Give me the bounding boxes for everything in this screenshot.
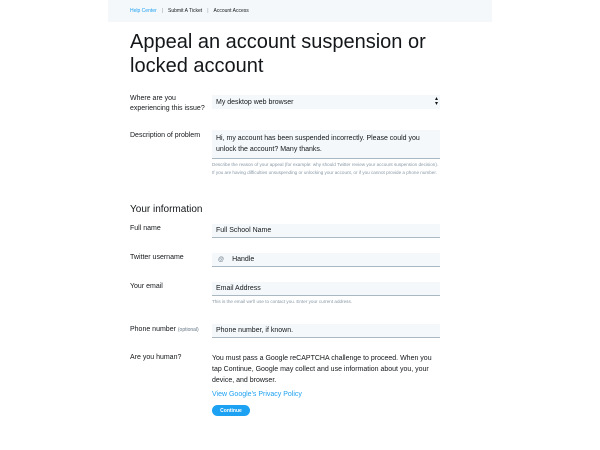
privacy-policy-link[interactable]: View Google's Privacy Policy: [212, 391, 302, 398]
captcha-notice: You must pass a Google reCAPTCHA challenge to proceed. When you tap Continue, Google may collect and use information about you, your device, and browser.: [212, 355, 432, 384]
phone-value: Phone number, if known.: [216, 327, 294, 334]
breadcrumb-separator: |: [207, 8, 209, 14]
phone-label: [130, 325, 215, 335]
email-input[interactable]: [212, 282, 440, 296]
continue-button[interactable]: Continue: [212, 405, 250, 416]
username-label: Twitter username: [130, 254, 184, 261]
where-label: Where are you experiencing this issue?: [130, 95, 205, 112]
email-label: Your email: [130, 283, 163, 290]
email-value: Email Address: [216, 285, 261, 292]
page-title: Appeal an account suspension or locked account: [130, 31, 426, 77]
phone-label-text: Phone number: [130, 326, 176, 333]
full-name-label: Full name: [130, 225, 161, 232]
platform-select[interactable]: [212, 95, 440, 109]
select-arrows-icon: ▴ ▾: [434, 96, 438, 107]
description-hint: Describe the reason of your appeal (for example: why should Twitter review your account suspension decision). If you are having difficulties unsuspending or unlocking your account, or if you cannot provide a phone number.: [212, 162, 439, 175]
phone-optional-note: (optional): [177, 327, 199, 333]
breadcrumb-account-access: Account Access: [213, 8, 249, 14]
full-name-input[interactable]: [212, 224, 440, 238]
breadcrumb: [108, 0, 492, 22]
full-name-value: Full School Name: [216, 227, 272, 234]
platform-select-value: My desktop web browser: [216, 98, 294, 106]
phone-input[interactable]: [212, 324, 440, 338]
email-hint: This is the email we'll use to contact you. Enter your current address.: [212, 299, 353, 304]
your-information-heading: Your information: [130, 204, 203, 215]
at-icon: @: [218, 256, 225, 263]
breadcrumb-submit-ticket[interactable]: Submit A Ticket: [168, 8, 203, 14]
breadcrumb-separator: |: [161, 8, 163, 14]
description-textarea[interactable]: Hi, my account has been suspended incorrectly. Please could you unlock the account? Many thanks.: [212, 130, 440, 159]
description-label: Description of problem: [130, 132, 201, 139]
username-value: Handle: [232, 256, 255, 263]
human-label: Are you human?: [130, 354, 182, 361]
breadcrumb-help-center[interactable]: Help Center: [130, 8, 157, 14]
username-input[interactable]: [212, 253, 440, 267]
